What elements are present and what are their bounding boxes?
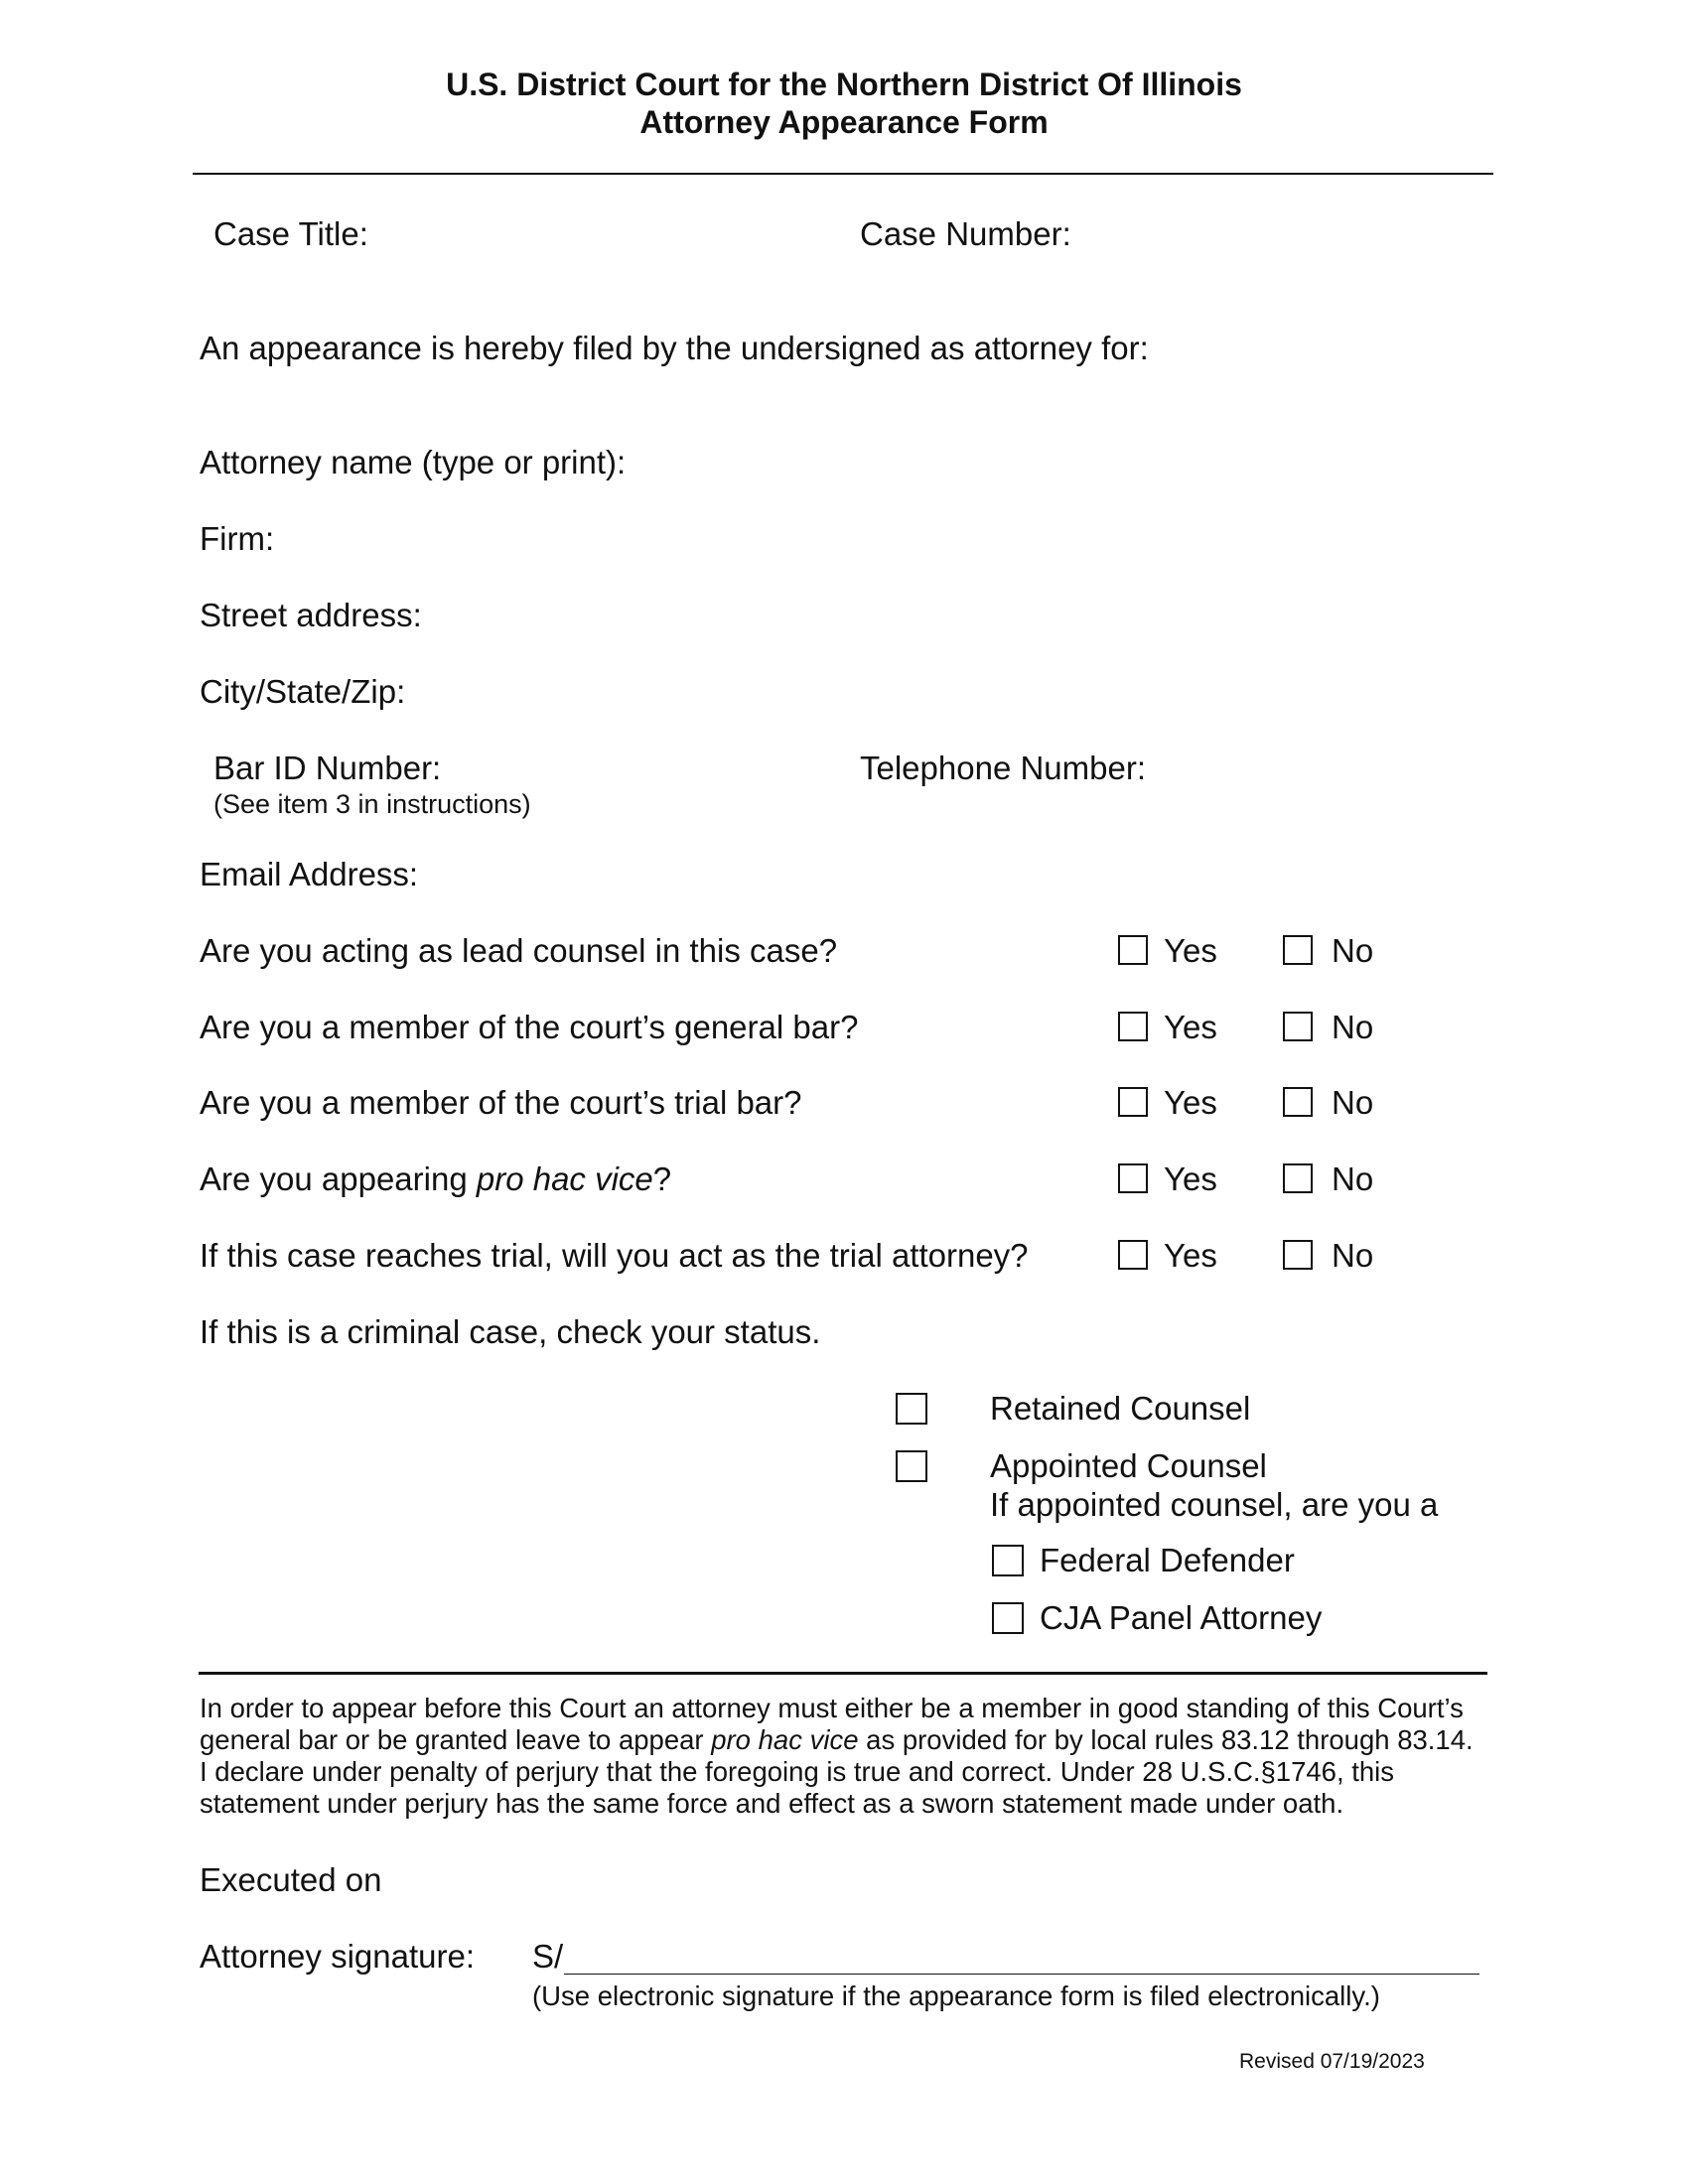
cja-panel-label: CJA Panel Attorney xyxy=(1040,1599,1323,1636)
lead-counsel-yes-checkbox[interactable] xyxy=(1118,935,1148,965)
yes-label: Yes xyxy=(1164,1237,1217,1274)
no-label: No xyxy=(1332,1009,1374,1045)
case-number-label: Case Number: xyxy=(860,215,1071,252)
signature-input[interactable] xyxy=(566,1937,1477,1977)
street-address-input[interactable] xyxy=(437,596,1489,635)
no-label: No xyxy=(1332,1160,1374,1197)
appearance-statement: An appearance is hereby filed by the undersigned as attorney for: xyxy=(200,330,1149,366)
email-input[interactable] xyxy=(437,855,1489,894)
general-bar-no-checkbox[interactable] xyxy=(1283,1012,1313,1041)
question-text: Are you appearing xyxy=(200,1160,477,1197)
attorney-name-label: Attorney name (type or print): xyxy=(200,444,627,480)
section-divider xyxy=(199,1672,1487,1675)
case-number-input[interactable] xyxy=(1082,214,1489,254)
question-pro-hac-vice xyxy=(200,1160,671,1199)
criminal-status-prompt: If this is a criminal case, check your status. xyxy=(200,1313,821,1350)
appointed-counsel-subprompt: If appointed counsel, are you a xyxy=(990,1486,1439,1523)
retained-counsel-label: Retained Counsel xyxy=(990,1390,1251,1427)
question-lead-counsel: Are you acting as lead counsel in this case? xyxy=(200,932,838,969)
declaration-line: statement under perjury has the same force and effect as a sworn statement made under oath. xyxy=(200,1788,1344,1819)
city-state-zip-input[interactable] xyxy=(417,672,1489,712)
no-label: No xyxy=(1332,932,1374,969)
cja-panel-checkbox[interactable] xyxy=(992,1602,1024,1634)
federal-defender-label: Federal Defender xyxy=(1040,1542,1295,1578)
executed-on-input[interactable] xyxy=(397,1860,894,1900)
appointed-counsel-checkbox[interactable] xyxy=(896,1450,927,1482)
declaration-line: In order to appear before this Court an attorney must either be a member in good standing of this Court’s xyxy=(200,1693,1464,1723)
city-state-zip-label: City/State/Zip: xyxy=(200,673,406,710)
case-title-input[interactable] xyxy=(377,214,824,254)
pro-hac-vice-no-checkbox[interactable] xyxy=(1283,1163,1313,1193)
signature-note: (Use electronic signature if the appearance form is filed electronically.) xyxy=(532,1980,1380,2011)
federal-defender-checkbox[interactable] xyxy=(992,1545,1024,1576)
declaration-paragraph xyxy=(200,1693,1490,1820)
trial-attorney-no-checkbox[interactable] xyxy=(1283,1240,1313,1270)
declaration-italic-text: pro hac vice xyxy=(711,1724,859,1755)
trial-bar-no-checkbox[interactable] xyxy=(1283,1087,1313,1117)
attorney-signature-label: Attorney signature: xyxy=(200,1938,475,1975)
question-text-end: ? xyxy=(652,1160,672,1197)
declaration-line: I declare under penalty of perjury that the foregoing is true and correct. Under 28 U.S.C.§1746, this xyxy=(200,1756,1395,1787)
firm-input[interactable] xyxy=(288,519,1489,559)
lead-counsel-no-checkbox[interactable] xyxy=(1283,935,1313,965)
signature-prefix: S/ xyxy=(532,1938,564,1975)
revised-date: Revised 07/19/2023 xyxy=(1239,2050,1425,2073)
telephone-label: Telephone Number: xyxy=(860,750,1147,786)
street-address-label: Street address: xyxy=(200,597,422,633)
signature-line xyxy=(564,1974,1479,1975)
question-italic-text: pro hac vice xyxy=(476,1160,653,1197)
yes-label: Yes xyxy=(1164,1009,1217,1045)
no-label: No xyxy=(1332,1084,1374,1121)
telephone-input[interactable] xyxy=(1162,749,1489,788)
pro-hac-vice-yes-checkbox[interactable] xyxy=(1118,1163,1148,1193)
bar-id-input[interactable] xyxy=(457,749,824,788)
yes-label: Yes xyxy=(1164,1084,1217,1121)
yes-label: Yes xyxy=(1164,932,1217,969)
trial-attorney-yes-checkbox[interactable] xyxy=(1118,1240,1148,1270)
form-title-court: U.S. District Court for the Northern District Of Illinois xyxy=(446,67,1242,102)
declaration-text: as provided for by local rules 83.12 through 83.14. xyxy=(858,1724,1474,1755)
bar-id-label: Bar ID Number: xyxy=(213,750,442,786)
header-divider xyxy=(193,173,1493,175)
email-label: Email Address: xyxy=(200,856,419,892)
general-bar-yes-checkbox[interactable] xyxy=(1118,1012,1148,1041)
attorney-name-input[interactable] xyxy=(645,443,1489,482)
yes-label: Yes xyxy=(1164,1160,1217,1197)
question-general-bar: Are you a member of the court’s general bar? xyxy=(200,1009,859,1045)
trial-bar-yes-checkbox[interactable] xyxy=(1118,1087,1148,1117)
form-title-name: Attorney Appearance Form xyxy=(639,104,1049,140)
firm-label: Firm: xyxy=(200,520,275,557)
retained-counsel-checkbox[interactable] xyxy=(896,1393,927,1425)
executed-on-label: Executed on xyxy=(200,1861,382,1898)
question-trial-attorney: If this case reaches trial, will you act as the trial attorney? xyxy=(200,1237,1029,1274)
client-input[interactable] xyxy=(200,375,1490,415)
declaration-line xyxy=(200,1724,1490,1756)
declaration-text: general bar or be granted leave to appear xyxy=(200,1724,712,1755)
case-title-label: Case Title: xyxy=(213,215,368,252)
bar-id-note: (See item 3 in instructions) xyxy=(213,789,531,819)
appointed-counsel-label: Appointed Counsel xyxy=(990,1447,1267,1484)
no-label: No xyxy=(1332,1237,1374,1274)
question-trial-bar: Are you a member of the court’s trial bar? xyxy=(200,1084,802,1121)
